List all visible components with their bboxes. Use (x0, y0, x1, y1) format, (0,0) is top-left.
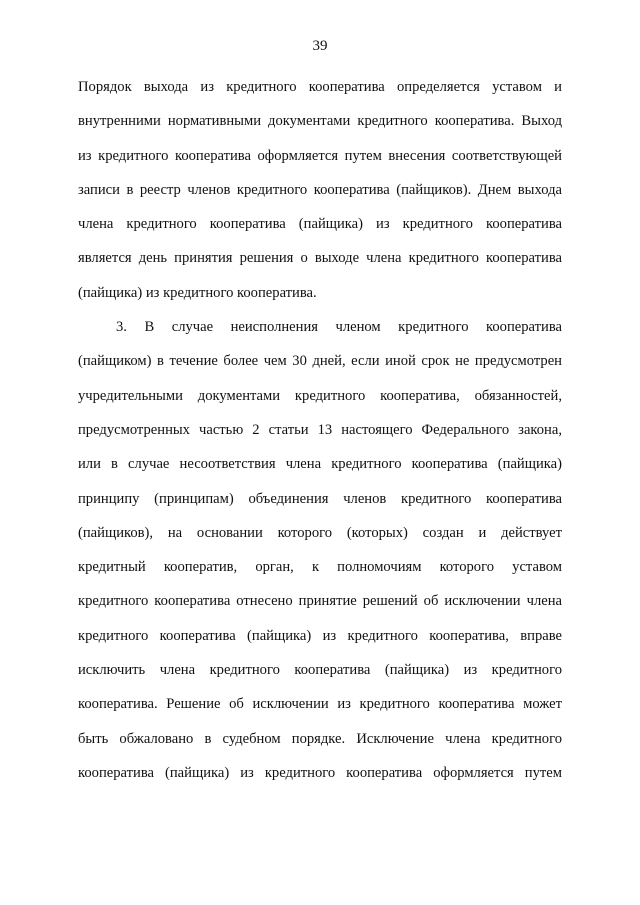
text-line: (пайщиком) в течение более чем 30 дней, если иной срок не предусмотрен (78, 353, 562, 370)
text-line: быть обжаловано в судебном порядке. Исключение члена кредитного (78, 730, 562, 747)
text-line: Порядок выхода из кредитного кооператива определяется уставом и (78, 79, 562, 95)
text-line: или в случае несоответствия члена кредитного кооператива (пайщика) (78, 456, 562, 473)
text-line: внутренними нормативными документами кредитного кооператива. Выход (78, 113, 562, 130)
text-line: кредитного кооператива (пайщика) из кредитного кооператива, вправе (78, 627, 562, 644)
text-line: кредитного кооператива отнесено принятие решений об исключении члена (78, 593, 562, 610)
paragraph-exit-procedure (78, 70, 562, 310)
text-line: из кредитного кооператива оформляется путем внесения соответствующей (78, 147, 562, 164)
text-line: является день принятия решения о выходе члена кредитного кооператива (78, 250, 562, 267)
text-line: предусмотренных частью 2 статьи 13 настоящего Федерального закона, (78, 421, 562, 438)
text-line: принципу (принципам) объединения членов кредитного кооператива (78, 490, 562, 507)
text-line: кредитный кооператив, орган, к полномочиям которого уставом (78, 559, 562, 576)
text-line: члена кредитного кооператива (пайщика) из кредитного кооператива (78, 216, 562, 233)
text-line: (пайщика) из кредитного кооператива. (78, 284, 317, 301)
text-line: 3. В случае неисполнения членом кредитного кооператива (116, 319, 562, 336)
text-line: исключить члена кредитного кооператива (пайщика) из кредитного (78, 662, 562, 679)
text-line: (пайщиков), на основании которого (которых) создан и действует (78, 524, 562, 541)
text-line: учредительными документами кредитного кооператива, обязанностей, (78, 387, 562, 404)
text-line: записи в реестр членов кредитного кооператива (пайщиков). Днем выхода (78, 181, 562, 198)
text-line: кооператива. Решение об исключении из кредитного кооператива может (78, 696, 562, 713)
text-line: кооператива (пайщика) из кредитного кооператива оформляется путем (78, 764, 562, 781)
document-body (78, 70, 562, 790)
paragraph-exclusion (78, 310, 562, 790)
page-number: 39 (312, 38, 328, 54)
